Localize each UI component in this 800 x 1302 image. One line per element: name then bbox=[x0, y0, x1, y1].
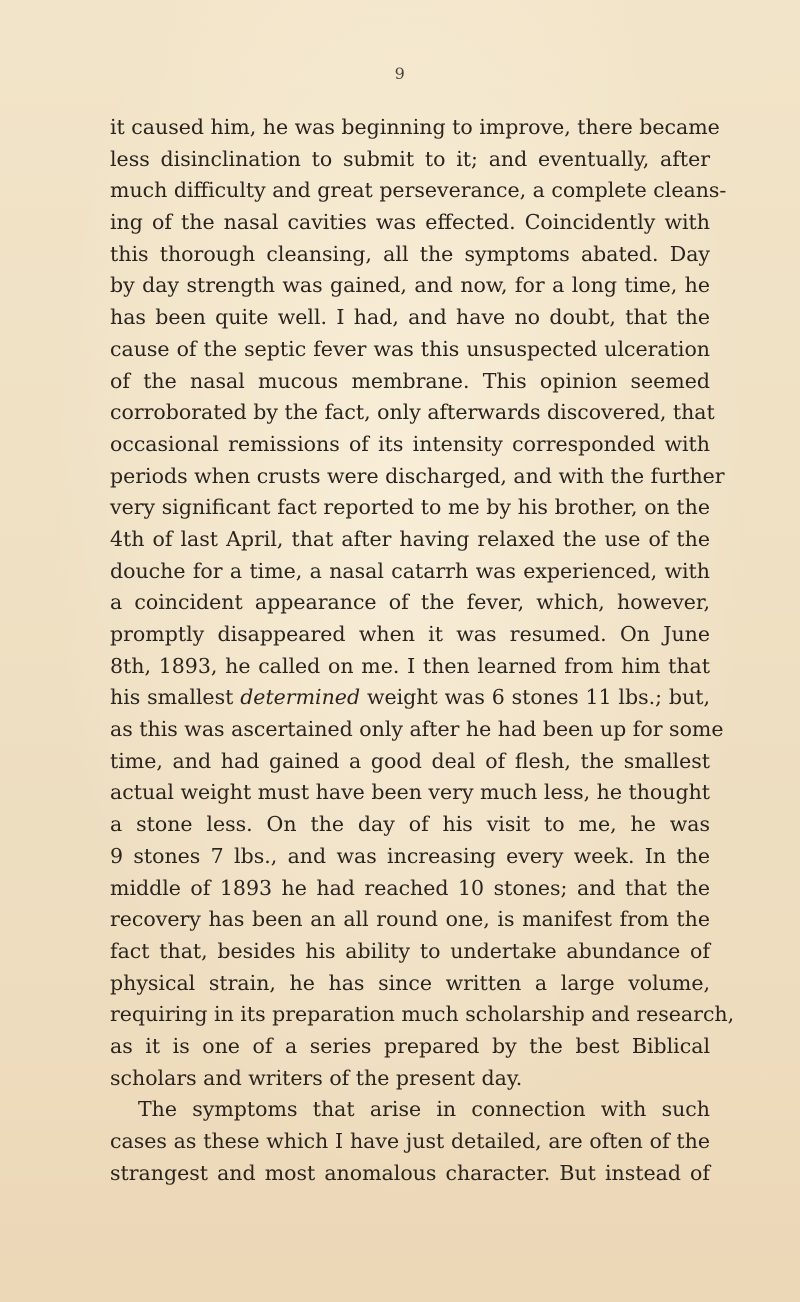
text-line-with-emphasis bbox=[110, 682, 710, 714]
text-line: has been quite well. I had, and have no doubt, that the bbox=[110, 305, 710, 330]
body-text bbox=[110, 112, 735, 1189]
text-line: very significant fact reported to me by his brother, on the bbox=[110, 495, 710, 520]
paragraph-last-line: scholars and writers of the present day. bbox=[110, 1065, 523, 1090]
text-line: cause of the septic fever was this unsuspected ulceration bbox=[110, 336, 710, 361]
text-line: fact that, besides his ability to undertake abundance of bbox=[110, 938, 710, 963]
text-line: of the nasal mucous membrane. This opinion seemed bbox=[110, 368, 710, 393]
text-line: it caused him, he was beginning to improve, there became bbox=[110, 115, 720, 139]
text-line: this thorough cleansing, all the symptoms abated. Day bbox=[110, 241, 710, 266]
text-line: as this was ascertained only after he had been up for some bbox=[110, 717, 724, 742]
text-line: periods when crusts were discharged, and with the further bbox=[110, 463, 725, 488]
text-line: time, and had gained a good deal of flesh, the smallest bbox=[110, 748, 710, 773]
text-line: middle of 1893 he had reached 10 stones; and that the bbox=[110, 875, 710, 900]
text-line: recovery has been an all round one, is manifest from the bbox=[110, 907, 710, 932]
text-line: physical strain, he has since written a large volume, bbox=[110, 970, 710, 995]
text-segment: weight was 6 stones 11 lbs.; but, bbox=[360, 685, 710, 710]
text-line: strangest and most anomalous character. But instead of bbox=[110, 1160, 710, 1185]
page-number: 9 bbox=[394, 64, 406, 83]
text-line: less disinclination to submit to it; and eventually, after bbox=[110, 146, 710, 171]
text-line: by day strength was gained, and now, for a long time, he bbox=[110, 273, 710, 298]
text-line: much difficulty and great perseverance, a complete cleans- bbox=[110, 178, 727, 203]
text-line: douche for a time, a nasal catarrh was experienced, with bbox=[110, 558, 710, 583]
text-line: 4th of last April, that after having relaxed the use of the bbox=[110, 526, 710, 551]
text-line: 9 stones 7 lbs., and was increasing every week. In the bbox=[110, 843, 710, 868]
text-line: corroborated by the fact, only afterwards discovered, that bbox=[110, 400, 715, 425]
text-line: promptly disappeared when it was resumed. On June bbox=[110, 622, 710, 646]
text-segment: his smallest bbox=[110, 685, 241, 710]
text-line: as it is one of a series prepared by the best Biblical bbox=[110, 1033, 710, 1058]
text-line: 8th, 1893, he called on me. I then learned from him that bbox=[110, 653, 710, 678]
text-line: cases as these which I have just detailed, are often of the bbox=[110, 1129, 710, 1153]
emphasized-word: determined bbox=[240, 685, 361, 710]
text-line: occasional remissions of its intensity corresponded with bbox=[110, 431, 710, 456]
text-line: actual weight must have been very much less, he thought bbox=[110, 780, 711, 805]
paragraph-first-line: The symptoms that arise in connection with such bbox=[138, 1097, 710, 1122]
text-line: a coincident appearance of the fever, which, however, bbox=[110, 590, 710, 615]
text-line: ing of the nasal cavities was effected. Coincidently with bbox=[110, 210, 710, 235]
text-line: requiring in its preparation much scholarship and research, bbox=[110, 1002, 735, 1027]
text-line: a stone less. On the day of his visit to me, he was bbox=[110, 812, 710, 837]
